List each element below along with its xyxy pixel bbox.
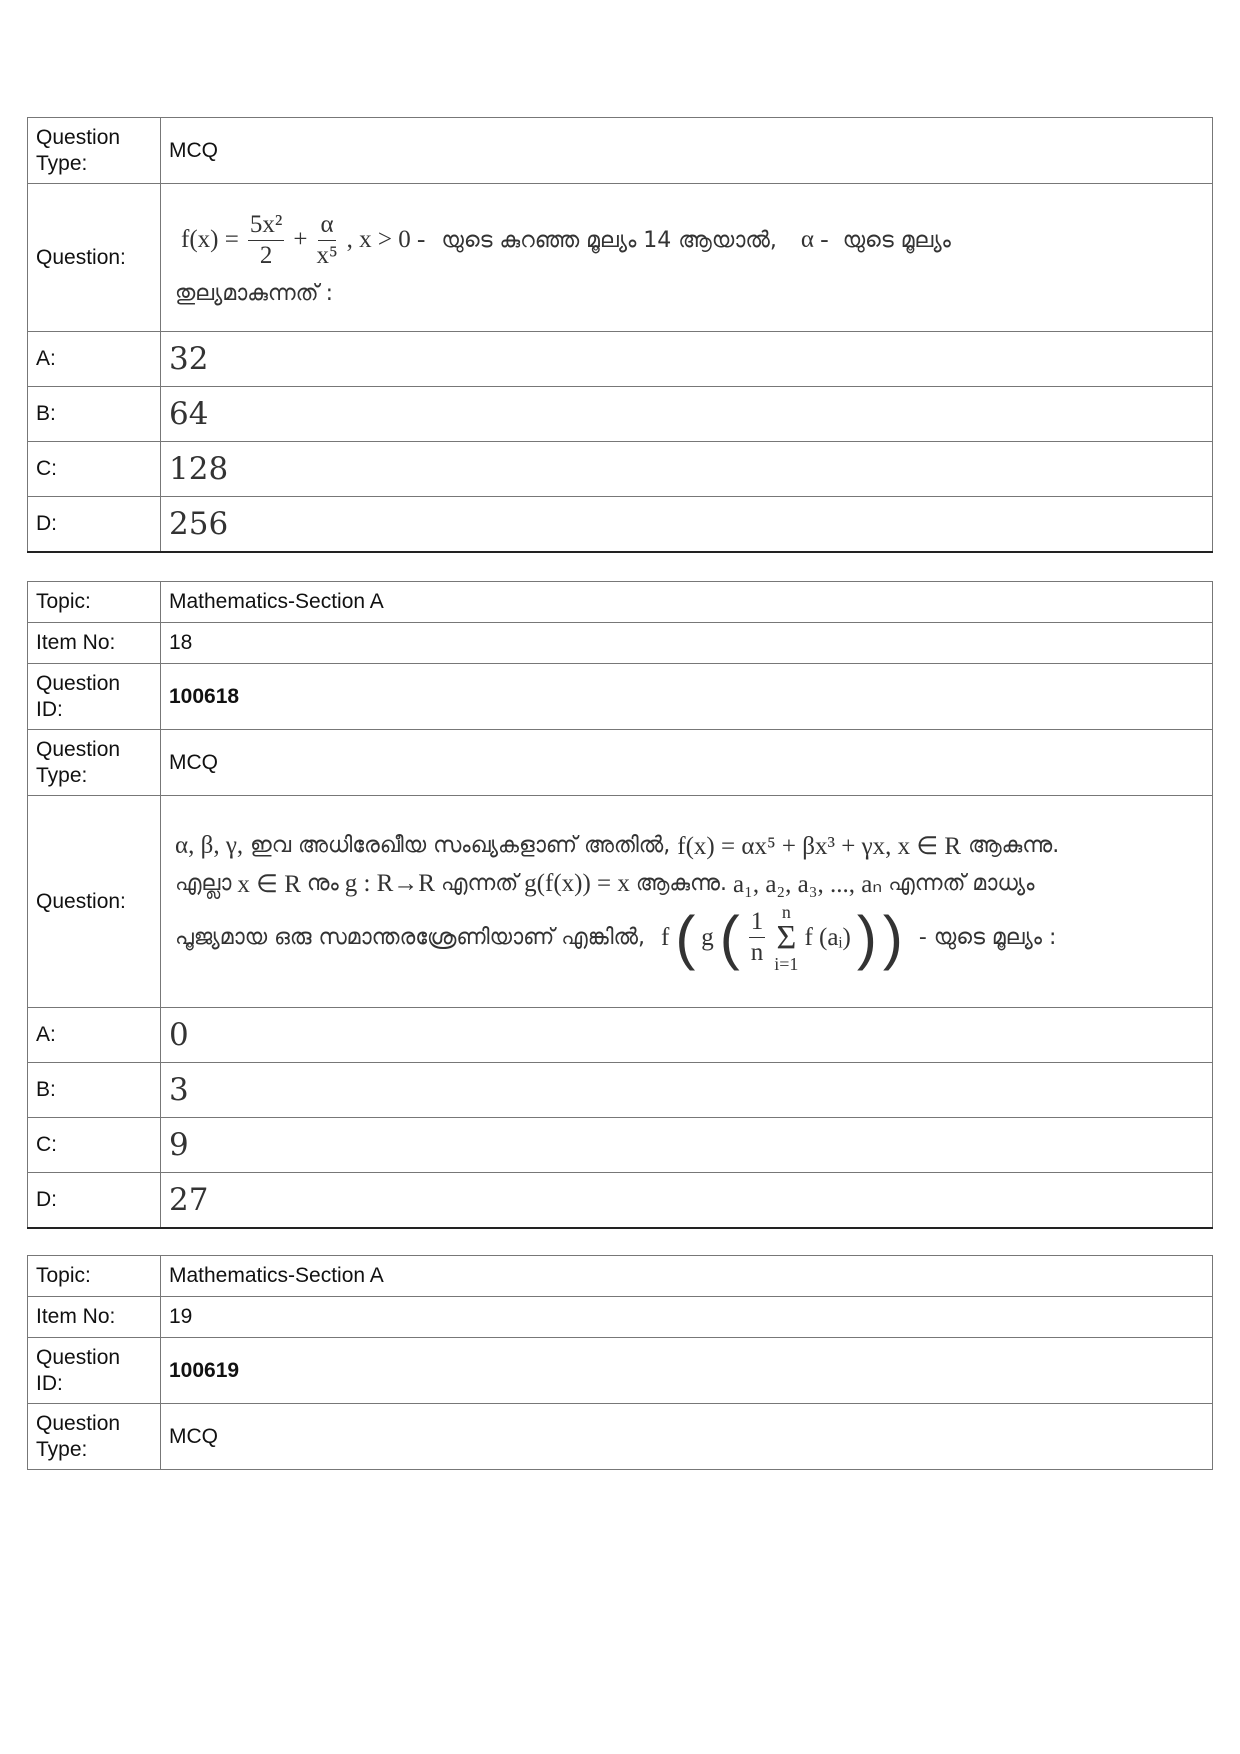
label-question: Question: bbox=[28, 796, 161, 1008]
label-option-d: D: bbox=[28, 497, 161, 552]
value-item-no: 19 bbox=[161, 1297, 1213, 1338]
label-option-a: A: bbox=[28, 332, 161, 387]
q18-l1d: ആകുന്നു. bbox=[968, 833, 1060, 858]
q17-text2: യുടെ മൂല്യം bbox=[842, 227, 951, 253]
q18-paren-open-outer: ( bbox=[675, 903, 696, 971]
row-option-a bbox=[28, 332, 1213, 387]
q17-frac1-num: 5x² bbox=[248, 210, 285, 241]
label-option-d: D: bbox=[28, 1173, 161, 1228]
q17-text1: യുടെ കുറഞ്ഞ മൂല്യം 14 ആയാൽ, bbox=[441, 227, 777, 253]
value-question-type: MCQ bbox=[161, 1404, 1213, 1470]
q17-frac2 bbox=[316, 210, 337, 271]
row-option-c bbox=[28, 442, 1213, 497]
row-item-no bbox=[28, 623, 1213, 664]
value-topic: Mathematics-Section A bbox=[161, 582, 1213, 623]
row-item-no bbox=[28, 1297, 1213, 1338]
option-b: 64 bbox=[161, 387, 1213, 442]
row-question-id bbox=[28, 1338, 1213, 1404]
label-item-no: Item No: bbox=[28, 623, 161, 664]
q18-fai: f (aᵢ) bbox=[804, 923, 851, 951]
option-d: 27 bbox=[161, 1173, 1213, 1228]
row-topic bbox=[28, 582, 1213, 623]
label-question-type: Question Type: bbox=[28, 1404, 161, 1470]
value-question-type: MCQ bbox=[161, 118, 1213, 184]
row-question bbox=[28, 796, 1213, 1008]
q18-l2h: a₁, a₂, a₃, ..., aₙ bbox=[733, 870, 883, 898]
q18-l2a: എല്ലാ bbox=[175, 871, 232, 896]
label-topic: Topic: bbox=[28, 1256, 161, 1297]
label-question-id: Question ID: bbox=[28, 664, 161, 730]
q17-frac2-den: x⁵ bbox=[316, 241, 338, 269]
row-question bbox=[28, 184, 1213, 332]
label-question-id: Question ID: bbox=[28, 1338, 161, 1404]
q18-g: g bbox=[701, 923, 714, 951]
question-table-19 bbox=[27, 1255, 1213, 1470]
value-question bbox=[161, 796, 1213, 1008]
label-question-type: Question Type: bbox=[28, 730, 161, 796]
q17-alpha: α - bbox=[800, 226, 829, 253]
q18-l3a: പൂജ്യമായ ഒരു സമാന്തരശ്രേണിയാണ് എങ്കിൽ, bbox=[175, 925, 645, 950]
q17-frac2-num: α bbox=[318, 210, 335, 241]
q18-l1b: ഇവ അധിരേഖീയ സംഖ്യകളാണ് അതിൽ, bbox=[250, 833, 671, 858]
q18-sum-top: n bbox=[781, 901, 791, 922]
q18-l2g: ആകുന്നു. bbox=[635, 871, 728, 896]
option-a: 0 bbox=[161, 1008, 1213, 1063]
q18-l2c: നും bbox=[306, 871, 339, 896]
q18-sum bbox=[774, 903, 798, 973]
option-c: 128 bbox=[161, 442, 1213, 497]
q17-line2: തുല്യമാകുന്നത് : bbox=[175, 280, 334, 306]
label-question: Question: bbox=[28, 184, 161, 332]
q18-sum-sigma: Σ bbox=[776, 918, 797, 956]
value-question bbox=[161, 184, 1213, 332]
q17-plus: + bbox=[293, 226, 308, 253]
row-question-type bbox=[28, 118, 1213, 184]
q18-sum-bottom: i=1 bbox=[774, 953, 799, 974]
label-option-b: B: bbox=[28, 1063, 161, 1118]
q18-frac-den: n bbox=[750, 939, 764, 966]
row-option-c bbox=[28, 1118, 1213, 1173]
label-topic: Topic: bbox=[28, 582, 161, 623]
label-option-a: A: bbox=[28, 1008, 161, 1063]
value-topic: Mathematics-Section A bbox=[161, 1256, 1213, 1297]
q18-paren-open-inner: ( bbox=[719, 903, 740, 971]
q18-frac bbox=[749, 907, 766, 968]
q18-paren-close-outer: ) bbox=[882, 903, 903, 971]
row-option-a bbox=[28, 1008, 1213, 1063]
row-option-d bbox=[28, 1173, 1213, 1228]
q18-l2i: എന്നത് മാധ്യം bbox=[888, 871, 1035, 896]
q18-l3b: - യുടെ മൂല്യം : bbox=[918, 925, 1057, 950]
option-c: 9 bbox=[161, 1118, 1213, 1173]
q17-frac1-den: 2 bbox=[259, 241, 273, 269]
q18-l1a: α, β, γ, bbox=[175, 831, 244, 859]
value-question-type: MCQ bbox=[161, 730, 1213, 796]
q18-l2e: എന്നത് bbox=[440, 871, 519, 896]
row-question-type bbox=[28, 730, 1213, 796]
label-option-c: C: bbox=[28, 442, 161, 497]
value-item-no: 18 bbox=[161, 623, 1213, 664]
q18-l2d: g : R→R bbox=[344, 869, 435, 897]
row-option-b bbox=[28, 1063, 1213, 1118]
question-table-17 bbox=[27, 117, 1213, 553]
label-option-b: B: bbox=[28, 387, 161, 442]
option-b: 3 bbox=[161, 1063, 1213, 1118]
q18-l2f: g(f(x)) = x bbox=[524, 869, 630, 897]
q18-l1c: f(x) = αx⁵ + βx³ + γx, x ∈ R bbox=[677, 832, 962, 860]
option-a: 32 bbox=[161, 332, 1213, 387]
row-question-type bbox=[28, 1404, 1213, 1470]
q17-cond: , x > 0 - bbox=[346, 226, 426, 253]
value-question-id: 100618 bbox=[161, 664, 1213, 730]
row-topic bbox=[28, 1256, 1213, 1297]
label-item-no: Item No: bbox=[28, 1297, 161, 1338]
label-option-c: C: bbox=[28, 1118, 161, 1173]
q17-fx: f(x) = bbox=[181, 226, 239, 253]
value-question-id: 100619 bbox=[161, 1338, 1213, 1404]
question-table-18 bbox=[27, 581, 1213, 1229]
q18-frac-num: 1 bbox=[749, 907, 766, 938]
label-question-type: Question Type: bbox=[28, 118, 161, 184]
q18-f: f bbox=[660, 923, 670, 951]
q18-paren-close-inner: ) bbox=[856, 903, 877, 971]
q17-frac1 bbox=[248, 210, 285, 271]
q18-l2b: x ∈ R bbox=[237, 870, 301, 898]
row-option-b bbox=[28, 387, 1213, 442]
row-option-d bbox=[28, 497, 1213, 552]
row-question-id bbox=[28, 664, 1213, 730]
option-d: 256 bbox=[161, 497, 1213, 552]
